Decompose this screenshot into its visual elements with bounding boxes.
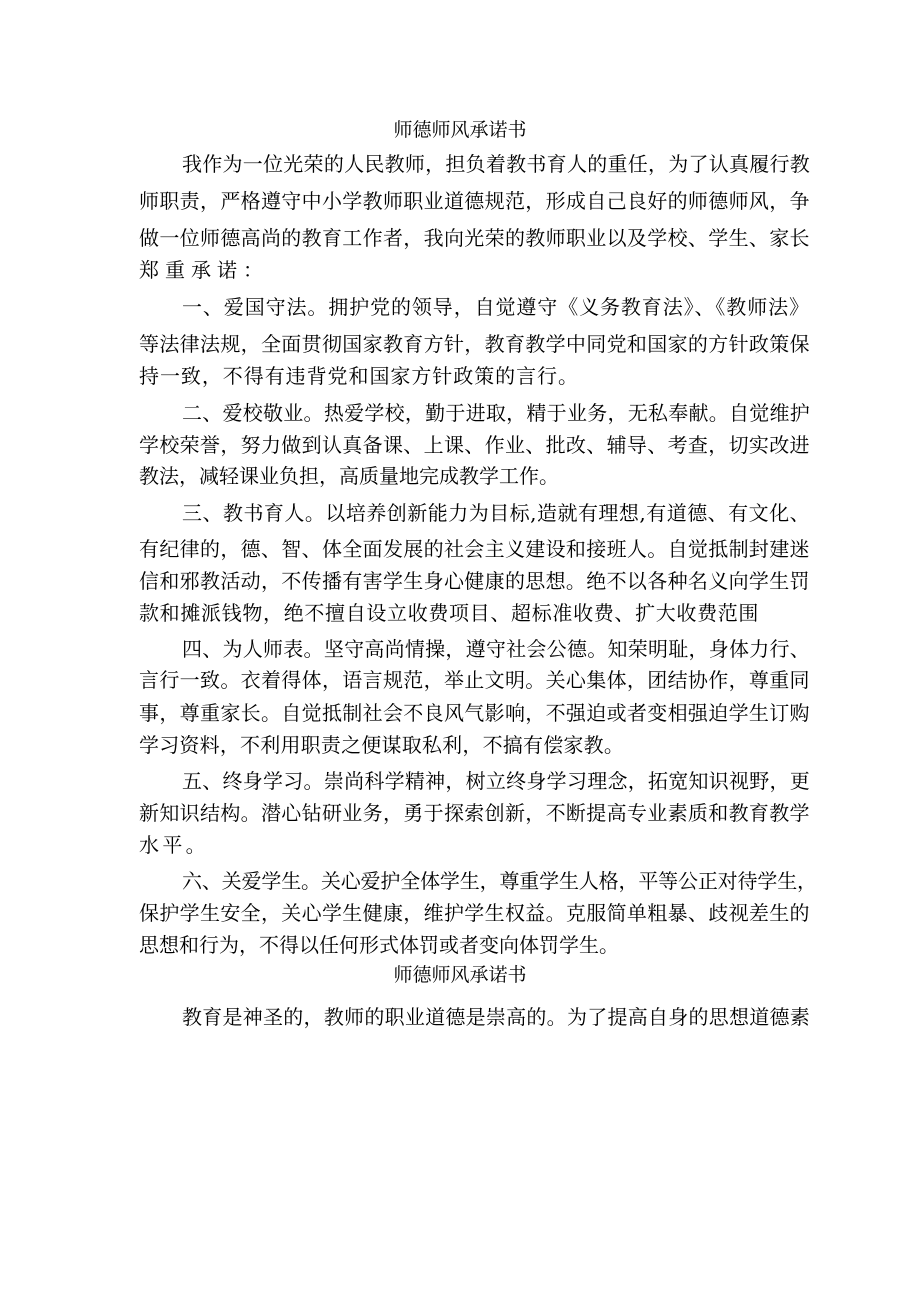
second-paragraph-line: 教育是神圣的，教师的职业道德是崇高的。为了提高自身的思想道德素: [182, 1005, 811, 1029]
commitment-line: 四、为人师表。坚守高尚情操，遵守社会公德。知荣明耻，身体力行、: [182, 637, 811, 661]
commitment-line: 款和摊派钱物，绝不擅自设立收费项目、超标准收费、扩大收费范围: [139, 601, 760, 625]
commitment-line: 信和邪教活动，不传播有害学生身心健康的思想。绝不以各种名义向学生罚: [139, 569, 810, 593]
commitment-line: 三、教书育人。以培养创新能力为目标,造就有理想,有道德、有文化、: [182, 501, 811, 525]
commitment-line: 新知识结构。潜心钻研业务，勇于探索创新，不断提高专业素质和教育教学: [139, 801, 810, 825]
intro-line: 郑重承诺：: [139, 258, 269, 282]
commitment-line: 保护学生安全，关心学生健康，维护学生权益。克服简单粗暴、歧视差生的: [139, 901, 810, 925]
second-document-title: 师德师风承诺书: [393, 964, 527, 986]
commitment-line: 持一致，不得有违背党和国家方针政策的言行。: [139, 364, 579, 388]
commitment-line: 二、爱校敬业。热爱学校，勤于进取，精于业务，无私奉献。自觉维护: [182, 401, 811, 425]
commitment-line: 六、关爱学生。关心爱护全体学生，尊重学生人格，平等公正对待学生，: [182, 869, 817, 893]
commitment-line: 思想和行为，不得以任何形式体罚或者变向体罚学生。: [139, 933, 619, 957]
commitment-line: 学习资料，不利用职责之便谋取私利，不搞有偿家教。: [139, 733, 625, 757]
commitment-line: 等法律法规，全面贯彻国家教育方针，教育教学中同党和国家的方针政策保: [139, 332, 810, 356]
commitment-line: 学校荣誉，努力做到认真备课、上课、作业、批改、辅导、考查，切实改进: [139, 433, 810, 457]
commitment-line: 有纪律的，德、智、体全面发展的社会主义建设和接班人。自觉抵制封建迷: [139, 537, 810, 561]
commitment-line: 五、终身学习。崇尚科学精神，树立终身学习理念，拓宽知识视野，更: [182, 769, 811, 793]
document-title: 师德师风承诺书: [393, 119, 527, 141]
commitment-line: 事，尊重家长。自觉抵制社会不良风气影响，不强迫或者变相强迫学生订购: [139, 701, 810, 725]
commitment-line: 言行一致。衣着得体，语言规范，举止文明。关心集体，团结协作，尊重同: [139, 668, 810, 692]
commitment-line: 水平。: [139, 833, 209, 857]
commitment-line: 一、爱国守法。拥护党的领导，自觉遵守《义务教育法》、《教师法》: [182, 295, 810, 319]
intro-line: 做一位师德高尚的教育工作者，我向光荣的教师职业以及学校、学生、家长: [139, 226, 810, 250]
intro-line: 我作为一位光荣的人民教师，担负着教书育人的重任，为了认真履行教: [182, 152, 811, 176]
commitment-line: 教法，减轻课业负担，高质量地完成教学工作。: [139, 464, 559, 488]
intro-line: 师职责，严格遵守中小学教师职业道德规范，形成自己良好的师德师风，争: [139, 189, 810, 213]
